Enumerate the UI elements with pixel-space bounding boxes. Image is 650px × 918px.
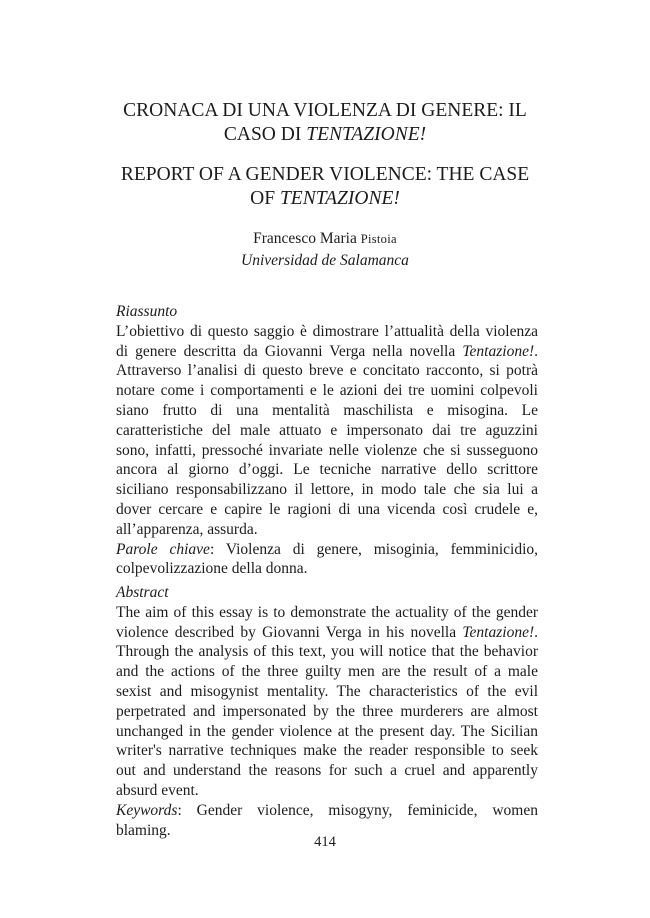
author-block xyxy=(100,228,550,271)
riassunto-line: caratteristiche del male attuato e impersonato dai tre aguzzini xyxy=(116,421,538,439)
author-name xyxy=(100,228,550,250)
riassunto-line: notare come i comportamenti e le azioni dei tre uomini colpevoli xyxy=(116,382,538,400)
riassunto-line: Attraverso l’analisi di questo breve e concitato racconto, si potrà xyxy=(116,362,538,380)
riassunto-line: all’apparenza, assurda. xyxy=(116,520,258,538)
riassunto-heading: Riassunto xyxy=(116,303,178,320)
work-title: Tentazione! xyxy=(462,342,535,360)
riassunto-line: siciliano responsabilizzano il lettore, in modo tale che sia lui a xyxy=(116,481,538,499)
author-first-names: Francesco Maria xyxy=(253,230,361,247)
keywords-line: Keywords: Gender violence, misogyny, feminicide, women xyxy=(116,801,538,819)
title-english-line1: REPORT OF A GENDER VIOLENCE: THE CASE xyxy=(120,164,530,185)
abstract-line: unchanged in the gender violence at the present day. The Sicilian xyxy=(116,722,538,740)
keywords-line: colpevolizzazione della donna. xyxy=(116,560,308,578)
title-italian xyxy=(100,99,550,147)
riassunto-line: L’obiettivo di questo saggio è dimostrare l’attualità della violenza xyxy=(116,322,538,340)
author-affiliation: Universidad de Salamanca xyxy=(241,252,409,269)
keywords-label: Parole chiave xyxy=(116,540,210,558)
title-italian-line2 xyxy=(100,123,550,147)
title-english xyxy=(100,163,550,211)
abstract-body xyxy=(116,603,538,801)
keywords-line: blaming. xyxy=(116,821,171,839)
title-italian-line1: CRONACA DI UNA VIOLENZA DI GENERE: IL xyxy=(123,100,527,121)
riassunto-line: ancora al giorno d’oggi. Le tecniche narrative dello scrittore xyxy=(116,461,538,479)
abstract-section xyxy=(116,583,538,840)
riassunto-line: siano frutto di una mentalità maschilista e misogina. Le xyxy=(116,401,538,419)
abstract-line: The aim of this essay is to demonstrate the actuality of the gender xyxy=(116,603,538,621)
abstract-line: absurd event. xyxy=(116,781,199,799)
work-title: Tentazione! xyxy=(462,623,535,641)
riassunto-line: di genere descritta da Giovanni Verga nella novella Tentazione!. xyxy=(116,342,538,360)
abstract-line: and the actions of the three guilty men are the result of a male xyxy=(116,663,538,681)
abstract-line: out and understand the reasons for such a cruel and apparently xyxy=(116,762,538,780)
keywords-line: Parole chiave: Violenza di genere, misoginia, femminicidio, xyxy=(116,540,538,558)
riassunto-line: sono, infatti, pressoché invariate nelle violenze che si susseguono xyxy=(116,441,538,459)
abstract-heading: Abstract xyxy=(116,584,169,601)
abstract-line: perpetrated and impersonated by the three murderers are almost xyxy=(116,702,538,720)
keywords-label: Keywords xyxy=(116,801,178,819)
riassunto-body xyxy=(116,322,538,540)
title-italian-line2-prefix: CASO DI xyxy=(223,124,307,145)
title-english-line2 xyxy=(100,187,550,211)
author-surname: Pistoia xyxy=(360,232,397,246)
title-english-line2-prefix: OF xyxy=(250,188,280,209)
page-number: 414 xyxy=(314,834,336,850)
abstract-line: writer's narrative techniques make the reader responsible to seek xyxy=(116,742,538,760)
abstract-line: Through the analysis of this text, you will notice that the behavior xyxy=(116,643,538,661)
abstract-line: sexist and misogynist mentality. The characteristics of the evil xyxy=(116,682,538,700)
riassunto-line: dover cercare e capire le ragioni di una vicenda così crudele e, xyxy=(116,500,538,518)
riassunto-section xyxy=(116,302,538,579)
riassunto-keywords xyxy=(116,540,538,580)
title-italian-work: TENTAZIONE! xyxy=(306,124,427,145)
abstract-line: violence described by Giovanni Verga in his novella Tentazione!. xyxy=(116,623,538,641)
title-english-work: TENTAZIONE! xyxy=(279,188,400,209)
